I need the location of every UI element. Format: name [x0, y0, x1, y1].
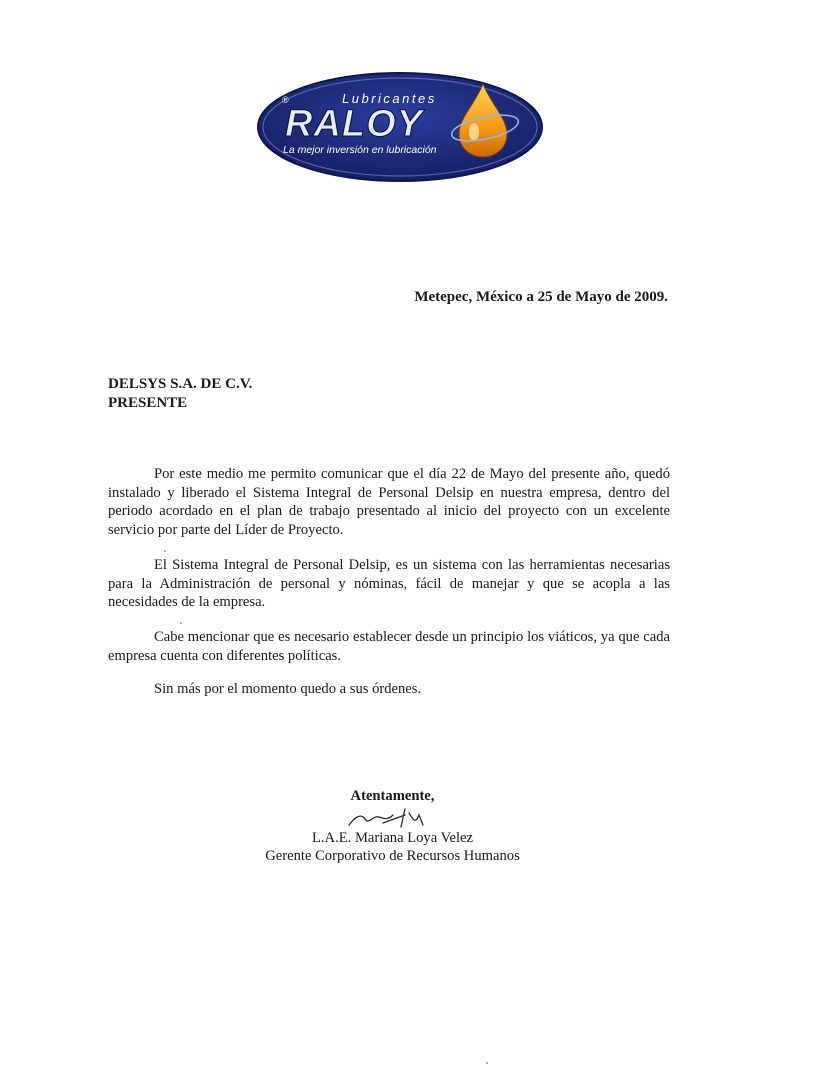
logo-brand: RALOY	[285, 103, 423, 145]
scan-speck	[180, 622, 182, 624]
body-paragraph-2: El Sistema Integral de Personal Delsip, es un sistema con las herramientas necesarias para la Administración de personal y nóminas, fácil de manejar y que se acopla a las necesidades de la empresa.	[108, 557, 670, 610]
body-paragraph-4: Sin más por el momento quedo a sus órdenes.	[154, 681, 422, 697]
scan-speck	[164, 550, 166, 552]
letter-date: Metepec, México a 25 de Mayo de 2009.	[414, 289, 668, 305]
valediction: Atentamente,	[350, 788, 435, 804]
body-paragraph-1: Por este medio me permito comunicar que el día 22 de Mayo del presente año, quedó instalado y liberado el Sistema Integral de Personal Delsip en nuestra empresa, dentro del periodo acordado en el plan de trabajo presentado al inicio del proyecto con un excelente servicio por parte del Líder de Proyecto.	[108, 466, 670, 538]
logo-tagline: La mejor inversión en lubricación	[283, 144, 437, 156]
handwritten-signature	[343, 805, 443, 829]
logo-kicker: Lubricantes	[342, 91, 437, 106]
signer-name: L.A.E. Mariana Loya Velez	[311, 830, 473, 846]
body-paragraph-3: Cabe mencionar que es necesario establecer desde un principio los viáticos, ya que cada empresa cuenta con diferentes políticas.	[108, 629, 670, 664]
addressee-company: DELSYS S.A. DE C.V.	[108, 376, 253, 392]
addressee-salutation: PRESENTE	[108, 395, 188, 411]
logo-reg-mark: ®	[282, 95, 289, 105]
scan-speck	[486, 1062, 488, 1064]
raloy-logo	[255, 70, 545, 184]
closing-block	[250, 787, 535, 865]
addressee-block	[108, 375, 252, 413]
signer-title: Gerente Corporativo de Recursos Humanos	[265, 848, 520, 864]
